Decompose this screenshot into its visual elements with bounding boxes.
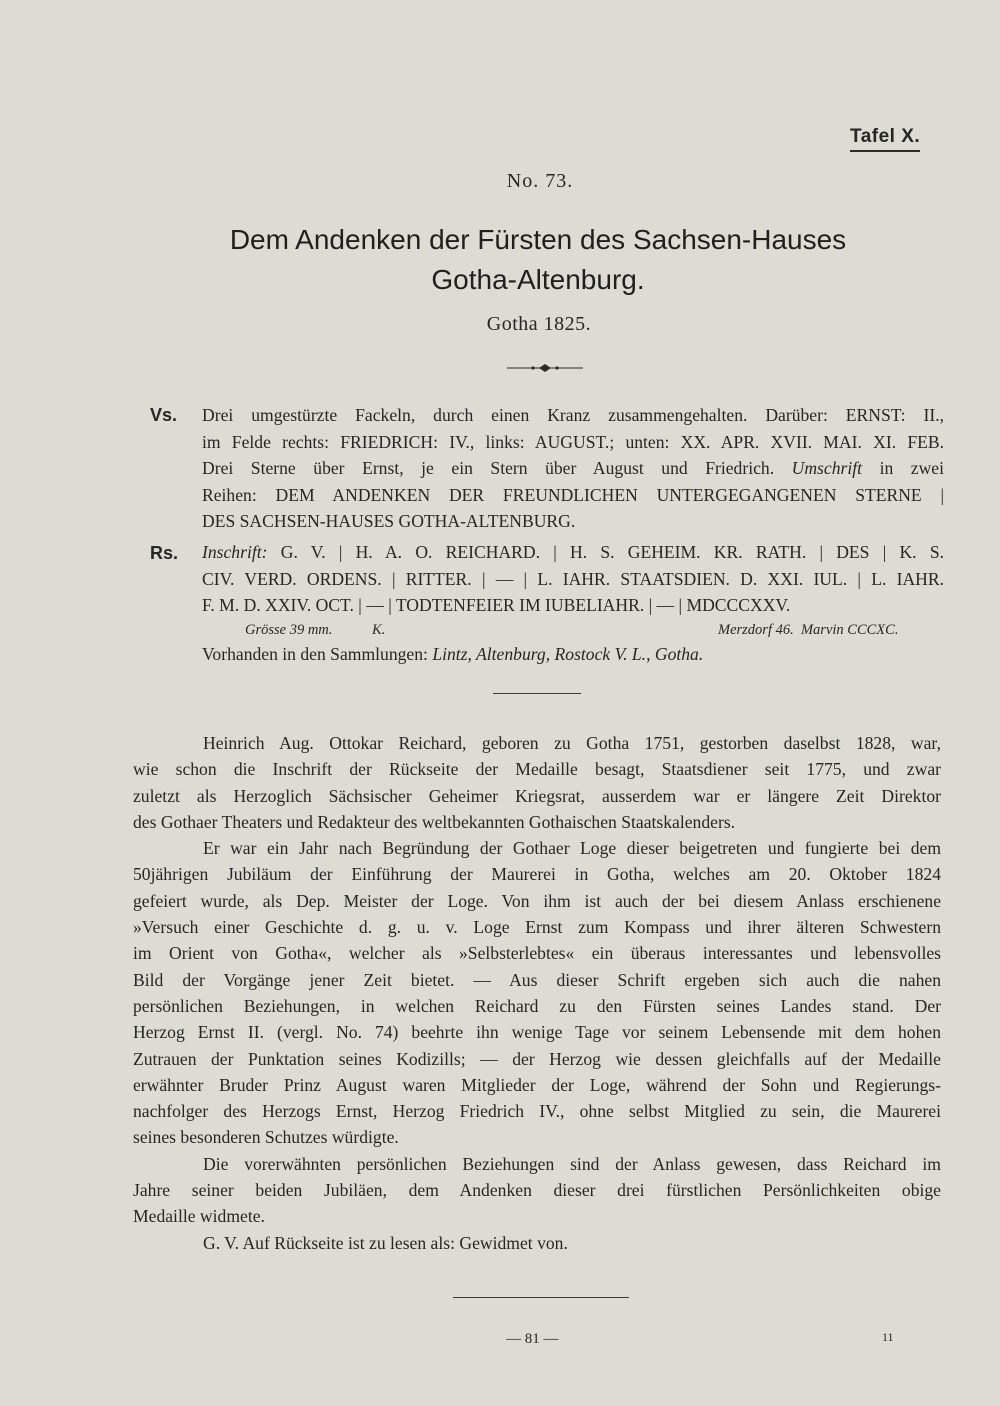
body-line: nachfolger des Herzogs Ernst, Herzog Friedrich IV., ohne selbst Mitglied zu sein, die Maurerei [133,1101,941,1122]
body-line: gefeiert wurde, als Dep. Meister der Loge. Von ihm ist auch der bei diesem Anlass erschienene [133,890,941,911]
section-rule [493,693,581,694]
body-line: G. V. Auf Rückseite ist zu lesen als: Gewidmet von. [203,1232,568,1253]
holdings-prefix: Vorhanden in den Sammlungen: [202,644,428,664]
plate-label: Tafel X. [850,126,920,152]
obverse-label: Vs. [150,405,178,425]
body-line: Jahre seiner beiden Jubiläen, dem Andenken dieser drei fürstlichen Persönlichkeiten obige [133,1180,941,1201]
medal-size: Grösse 39 mm. [245,622,333,638]
reverse-line: F. M. D. XXIV. OCT. | — | TODTENFEIER IM IUBELIAHR. | — | MDCCCXXV. [202,595,791,615]
entry-title-line-2: Gotha-Altenburg. [431,264,645,295]
reverse-description [202,539,944,619]
obverse-line: im Felde rechts: FRIEDRICH: IV., links: AUGUST.; unten: XX. APR. XVII. MAI. XI. FEB. [202,431,944,452]
body-line: seines besonderen Schutzes würdigte. [133,1127,399,1148]
body-line: wie schon die Inschrift der Rückseite der Medaille besagt, Staatsdiener seit 1775, und zwar [133,759,941,780]
reverse-label: Rs. [150,543,179,563]
entry-title-line-1: Dem Andenken der Fürsten des Sachsen-Hauses [229,224,847,255]
body-line: Zutrauen der Punktation seines Kodizills; — der Herzog wie dessen gleichfalls auf der Medaille [133,1048,941,1069]
page-number: — 81 — [506,1331,559,1347]
body-line: »Versuch einer Geschichte d. g. u. v. Loge Ernst zum Kompass und ihrer älteren Schwestern [133,917,941,938]
obverse-line-text: in zwei [879,458,944,478]
holdings-places: Lintz, Altenburg, Rostock V. L., Gotha. [432,644,704,664]
body-line: im Orient von Gotha«, welcher als »Selbsterlebtes« ein überaus interessantes und lebensvolles [133,943,941,964]
body-line: Heinrich Aug. Ottokar Reichard, geboren zu Gotha 1751, gestorben daselbst 1828, war, [203,733,941,753]
entry-number: No. 73. [506,170,574,192]
body-line: Bild der Vorgänge jener Zeit bietet. — Aus dieser Schrift ergeben sich auch die nahen [133,969,941,990]
obverse-line: Reihen: DEM ANDENKEN DER FREUNDLICHEN UNTERGEGANGENEN STERNE | [202,484,944,505]
body-line: des Gothaer Theaters und Redakteur des weltbekannten Gothaischen Staatskalenders. [133,811,736,832]
obverse-line-3 [202,455,944,482]
entry-place-date: Gotha 1825. [486,313,592,335]
body-line: Herzog Ernst II. (vergl. No. 74) beehrte ihn wenige Tage vor seinem Lebensende mit dem hohen [133,1022,941,1043]
obverse-umschrift-label: Umschrift [791,458,863,478]
commentary [133,730,941,1256]
reverse-line: CIV. VERD. ORDENS. | RITTER. | — | L. IAHR. STAATSDIEN. D. XXI. IUL. | L. IAHR. [202,568,944,589]
body-line: Medaille widmete. [133,1206,265,1227]
holdings-line [202,644,703,665]
body-line: persönlichen Beziehungen, in welchen Reichard zu den Fürsten seines Landes stand. Der [133,995,941,1016]
catalog-references: Merzdorf 46. Marvin CCCXC. [718,622,899,638]
obverse-line: Drei umgestürzte Fackeln, durch einen Kranz zusammengehalten. Darüber: ERNST: II., [202,405,944,425]
reverse-line-text: G. V. | H. A. O. REICHARD. | H. S. GEHEIM. KR. RATH. | DES | K. S. [280,542,944,562]
reverse-line-1 [202,539,944,566]
obverse-line-text: Drei Sterne über Ernst, je ein Stern über August und Friedrich. [202,458,775,478]
inscription-label: Inschrift: [202,542,268,562]
obverse-line: DES SACHSEN-HAUSES GOTHA-ALTENBURG. [202,511,576,531]
medal-metal: K. [372,622,386,638]
signature-mark: 11 [882,1330,894,1344]
body-line: Er war ein Jahr nach Begründung der Gothaer Loge dieser beigetreten und fungierte bei dem [203,838,941,859]
body-line: Die vorerwähnten persönlichen Beziehungen sind der Anlass gewesen, dass Reichard im [203,1153,941,1174]
footer-rule [453,1297,629,1298]
obverse-description [202,402,944,535]
body-line: zuletzt als Herzoglich Sächsischer Geheimer Kriegsrat, ausserdem war er längere Zeit Direktor [133,785,941,806]
body-line: 50jährigen Jubiläum der Einführung der Maurerei in Gotha, welches am 20. Oktober 1824 [133,864,941,885]
body-line: erwähnter Bruder Prinz August waren Mitglieder der Loge, während der Sohn und Regierungs- [133,1074,941,1095]
ornament-divider [505,362,585,374]
